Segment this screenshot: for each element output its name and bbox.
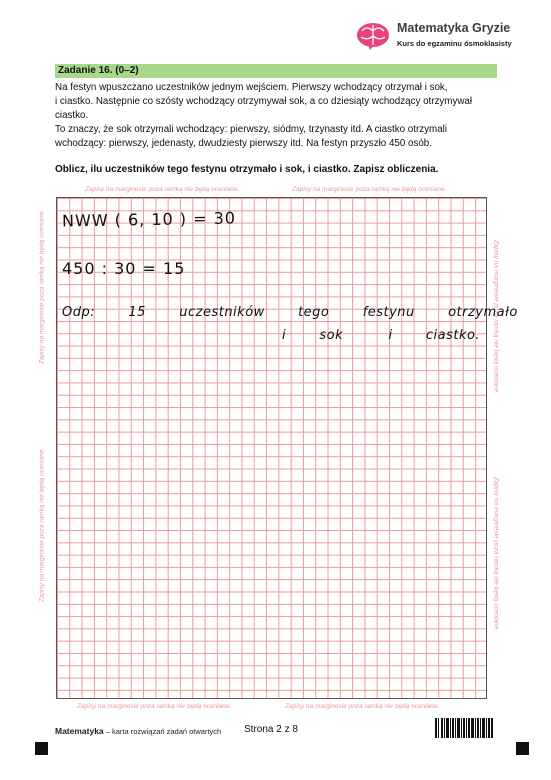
handwritten-answer-line-2: [282, 328, 480, 343]
task-paragraph-1-line-2: i ciastko. Następnie co szósty wchodzący otrzymywał sok, a co dziesiąty wchodzący otrzymywał: [55, 96, 473, 107]
barcode-icon: [435, 718, 493, 738]
margin-note-right-lower: Zapisy na marginesie poza ramką nie będą oceniane.: [492, 476, 500, 632]
answer2-i-2: i: [388, 328, 393, 343]
brand-subtitle: Kurs do egzaminu ósmoklasisty: [397, 39, 512, 48]
answer-count: 15: [128, 305, 146, 320]
answer-word-2: tego: [298, 305, 330, 320]
task-paragraph-1: [55, 81, 505, 123]
margin-note-right-upper: Zapisy na marginesie poza ramką nie będą oceniane.: [492, 239, 500, 395]
registration-mark-right: [516, 742, 529, 755]
task-title-bar: [55, 64, 497, 78]
handwritten-answer-line: [62, 305, 518, 320]
task-paragraph-2-line-1: To znaczy, że sok otrzymali wchodzący: pierwszy, siódmy, trzynasty itd. A ciastko otrzymali: [55, 124, 447, 135]
task-paragraph-2: [55, 123, 505, 151]
handwritten-line-2: 450 : 30 = 15: [62, 259, 186, 278]
answer2-sok: sok: [319, 328, 344, 343]
answer2-i-1: i: [282, 328, 287, 343]
registration-mark-left: [35, 742, 48, 755]
page-number: Strona 2 z 8: [244, 724, 298, 735]
brand-header: [356, 18, 546, 58]
margin-note-left-lower: Zapisy na marginesie poza ramką nie będą oceniane.: [38, 447, 46, 603]
margin-note-bottom-right: Zapisy na marginesie poza ramką nie będą oceniane.: [285, 703, 440, 710]
task-paragraph-2-line-2: wchodzący: pierwszy, jedenasty, dwudziesty pierwszy itd. Na festyn przyszło 450 osób.: [55, 138, 432, 149]
task-paragraph-1-line-3: ciastko.: [55, 110, 89, 121]
footer-subject: [55, 726, 221, 736]
answer-word-3: festynu: [362, 305, 415, 320]
handwritten-line-1: NWW ( 6, 10 ) = 30: [61, 208, 237, 231]
brand-title: Matematyka Gryzie: [397, 21, 511, 35]
margin-note-left-upper: Zapisy na marginesie poza ramką nie będą oceniane.: [38, 209, 46, 365]
answer-word-4: otrzymało: [448, 305, 518, 320]
answer2-ciastko: ciastko.: [425, 328, 481, 343]
margin-note-top-right: Zapisy na marginesie poza ramką nie będą oceniane.: [292, 186, 447, 193]
task-paragraph-1-line-1: Na festyn wpuszczano uczestników jednym wejściem. Pierwszy wchodzący otrzymał i sok,: [55, 82, 448, 93]
brain-logo-icon: [356, 21, 390, 51]
answer-word-1: uczestników: [179, 305, 265, 320]
margin-note-top-left: Zapisy na marginesie poza ramką nie będą oceniane.: [85, 186, 240, 193]
task-instruction: Oblicz, ilu uczestników tego festynu otrzymało i sok, i ciastko. Zapisz obliczenia.: [55, 164, 439, 175]
footer-subject-name: Matematyka: [55, 726, 104, 736]
margin-note-bottom-left: Zapisy na marginesie poza ramką nie będą oceniane.: [77, 703, 232, 710]
task-title: Zadanie 16. (0–2): [58, 65, 139, 76]
answer-odp: Odp:: [62, 305, 96, 320]
footer-subject-subtitle: – karta rozwiązań zadań otwartych: [103, 727, 222, 736]
